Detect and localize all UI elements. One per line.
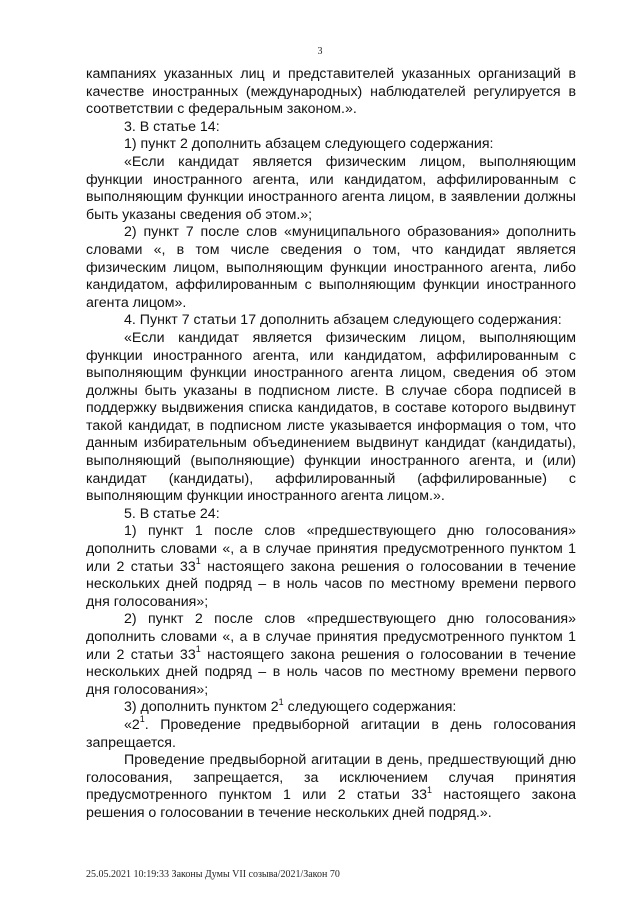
text-run: «2: [124, 716, 140, 733]
text-run: 1) пункт 1 после слов «предшествующего дню голосования» дополнить словами «, а в случае принятия предусмотренного пунктом 1 или 2 статьи 33: [86, 523, 576, 575]
paragraph: [86, 523, 576, 611]
text-run: Проведение предвыборной агитации в день, предшествующий дню голосования, запрещается, за исключением случая принятия предусмотренного пунктом 1 или 2 статьи 33: [86, 752, 576, 804]
superscript: 1: [195, 555, 201, 566]
paragraph: 3. В статье 14:: [124, 118, 220, 135]
text-run: 3) дополнить пунктом 2: [124, 699, 279, 716]
paragraph: [86, 714, 576, 752]
document-body: [86, 66, 576, 823]
text-run: . Проведение предвыборной агитации в день голосования запрещается.: [86, 716, 576, 751]
paragraph: 1) пункт 2 дополнить абзацем следующего содержания:: [124, 136, 494, 153]
paragraph: «Если кандидат является физическим лицом, выполняющим функции иностранного агента, или кандидатом, аффилированным с выполняющим функции иностранного агента лицом, в заявлении должны быть указаны сведения об этом.»;: [86, 153, 576, 223]
text-run: следующего содержания:: [283, 699, 457, 716]
text-run: 2) пункт 2 после слов «предшествующего дню голосования» дополнить словами «, а в случае принятия предусмотренного пунктом 1 или 2 статьи 33: [86, 611, 576, 663]
paragraph: кампаниях указанных лиц и представителей указанных организаций в качестве иностранных (международных) наблюдателей регулируется в соответствии с федеральным законом.».: [86, 66, 576, 118]
document-footer: 25.05.2021 10:19:33 Законы Думы VII созыва/2021/Закон 70: [86, 869, 340, 880]
paragraph: 5. В статье 24:: [124, 505, 220, 522]
text-run: настоящего закона решения о голосовании в течение нескольких дней подряд – в ноль часов по местному времени первого дня голосования»;: [86, 646, 577, 698]
paragraph: [86, 752, 576, 822]
paragraph: 4. Пункт 7 статьи 17 дополнить абзацем следующего содержания:: [124, 312, 562, 329]
text-run: настоящего закона решения о голосовании в течение нескольких дней подряд.».: [86, 787, 576, 821]
superscript: 1: [139, 714, 145, 725]
text-run: настоящего закона решения о голосовании в течение нескольких дней подряд – в ноль часов по местному времени первого дня голосования»;: [86, 558, 577, 610]
superscript: 1: [278, 696, 284, 707]
page-number: 3: [317, 46, 323, 57]
paragraph: «Если кандидат является физическим лицом, выполняющим функции иностранного агента, или кандидатом, аффилированным с выполняющим функции иностранного агента лицом, сведения об этом должны быть указаны в подписном листе. В случае сбора подписей в поддержку выдвижения списка кандидатов, в составе которого выдвинут такой кандидат, в подписном листе указывается информация о том, что данным избирательным объединением выдвинут кандидат (кандидаты), выполняющий (выполняющие) функции иностранного агента, и (или) кандидат (кандидаты), аффилированный (аффилированные) с выполняющим функции иностранного агента лицом.».: [86, 329, 576, 505]
superscript: 1: [195, 643, 201, 654]
paragraph: 2) пункт 7 после слов «муниципального образования» дополнить словами «, в том числе сведения о том, что кандидат является физическим лицом, выполняющим функции иностранного агента, либо кандидатом, аффилированным с выполняющим функции иностранного агента лицом».: [86, 224, 576, 311]
paragraph: [86, 611, 576, 699]
superscript: 1: [427, 784, 433, 795]
paragraph: [86, 696, 576, 717]
